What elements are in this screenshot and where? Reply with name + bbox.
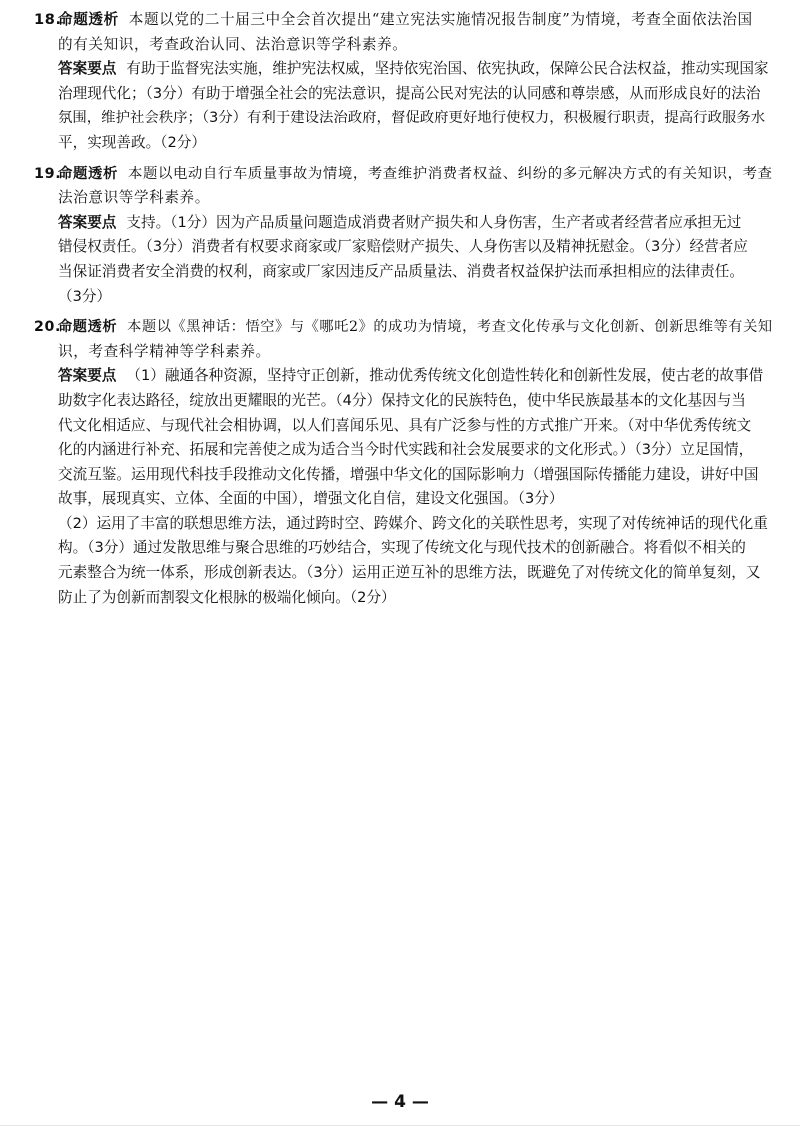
question-18-analysis-line-2: 的有关知识，考查政治认同、法治意识等学科素养。: [58, 35, 408, 53]
question-19-answer-line-2: 错侵权责任。（3分）消费者有权要求商家或厂家赔偿财产损失、人身伤害以及精神抚慰金。（3分）经营者应: [58, 238, 748, 256]
question-20-answer-line-9: 元素整合为统一体系，形成创新表达。（3分）运用正逆互补的思维方法，既避免了对传统文化的简单复刻，又: [58, 564, 761, 582]
question-20-answer-line-5: 交流互鉴。运用现代科技手段推动文化传播，增强中华文化的国际影响力（增强国际传播能力建设，讲好中国: [58, 465, 759, 483]
question-18-answer-line-1: [34, 57, 774, 82]
question-18-answer-text-1: 有助于监督宪法实施，维护宪法权威，坚持依宪治国、依宪执政，保障公民合法权益，推动实现国家: [126, 60, 769, 78]
question-20-answer-line-1: [34, 364, 774, 389]
question-20-analysis-line-1: [34, 315, 774, 340]
question-20-answer-line-4: 化的内涵进行补充、拓展和完善使之成为适合当今时代实践和社会发展要求的文化形式。）（3分）立足国情，: [58, 441, 754, 459]
question-20-answer-line-2: 助数字化表达路径，绽放出更耀眼的光芒。（4分）保持文化的民族特色，使中华民族最基本的文化基因与当: [58, 391, 746, 409]
question-20-analysis-line-2: 识，考查科学精神等学科素养。: [58, 342, 271, 360]
question-19-answer-text-1: 支持。（1分）因为产品质量问题造成消费者财产损失和人身伤害，生产者或者经营者应承担无过: [126, 213, 742, 231]
question-20-analysis-label: 命题透析: [58, 319, 118, 336]
question-18-answer-line-3: 氛围，维护社会秩序；（3分）有利于建设法治政府，督促政府更好地行使权力，积极履行职责，提高行政服务水: [58, 110, 766, 127]
question-19-analysis-label: 命题透析: [58, 165, 118, 182]
question-20-answer-line-7: （2）运用了丰富的联想思维方法，通过跨时空、跨媒介、跨文化的关联性思考，实现了对传统神话的现代化重: [58, 514, 768, 532]
question-19: [34, 162, 774, 310]
question-20-number: 20.: [34, 319, 61, 336]
question-20-answer-label: 答案要点: [58, 367, 117, 385]
question-18-analysis-label: 命题透析: [58, 11, 119, 28]
answer-key-content: [34, 8, 774, 610]
question-19-answer-line-3: 当保证消费者安全消费的权利，商家或厂家因违反产品质量法、消费者权益保护法而承担相应的法律责任。: [58, 262, 744, 280]
question-18-number: 18.: [34, 11, 62, 28]
question-18-answer-label: 答案要点: [58, 60, 117, 78]
question-19-answer-line-4: （3分）: [58, 287, 112, 305]
question-19-analysis-text-1: 本题以电动自行车质量事故为情境，考查维护消费者权益、纠纷的多元解决方式的有关知识，考查: [127, 165, 773, 182]
question-20-answer-line-3: 代文化相适应、与现代社会相协调，以人们喜闻乐见、具有广泛参与性的方式推广开来。（对中华优秀传统文: [58, 416, 752, 434]
question-20: [34, 315, 774, 610]
question-20-answer-line-8: 构。（3分）通过发散思维与聚合思维的巧妙结合，实现了传统文化与现代技术的创新融合。将看似不相关的: [58, 539, 746, 557]
question-19-answer-label: 答案要点: [58, 213, 117, 231]
question-19-analysis-line-2: 法治意识等学科素养。: [58, 189, 210, 207]
question-19-analysis-line-1: [34, 162, 774, 187]
question-20-answer-text-1: （1）融通各种资源，坚持守正创新，推动优秀传统文化创造性转化和创新性发展，使古老的故事借: [126, 367, 764, 385]
page-number: — 4 —: [371, 1092, 429, 1112]
question-20-analysis-text-1: 本题以《黑神话：悟空》与《哪吒2》的成功为情境，考查文化传承与文化创新、创新思维等有关知: [127, 319, 773, 336]
question-18-answer-line-2: 治理现代化；（3分）有助于增强全社会的宪法意识，提高公民对宪法的认同感和尊崇感，从而形成良好的法治: [58, 84, 761, 102]
question-20-answer-line-6: 故事，展现真实、立体、全面的中国），增强文化自信，建设文化强国。（3分）: [58, 490, 564, 508]
question-18-analysis-line-1: [34, 8, 774, 33]
question-19-answer-line-1: [34, 211, 774, 236]
question-18-analysis-text-1: 本题以党的二十届三中全会首次提出“建立宪法实施情况报告制度”为情境，考查全面依法治国: [128, 11, 753, 28]
question-19-number: 19.: [34, 165, 62, 182]
question-20-answer-line-10: 防止了为创新而割裂文化根脉的极端化倾向。（2分）: [58, 588, 396, 606]
question-18-answer-line-4: 平，实现善政。（2分）: [58, 133, 206, 151]
bottom-divider: [0, 1125, 800, 1126]
question-18: [34, 8, 774, 156]
